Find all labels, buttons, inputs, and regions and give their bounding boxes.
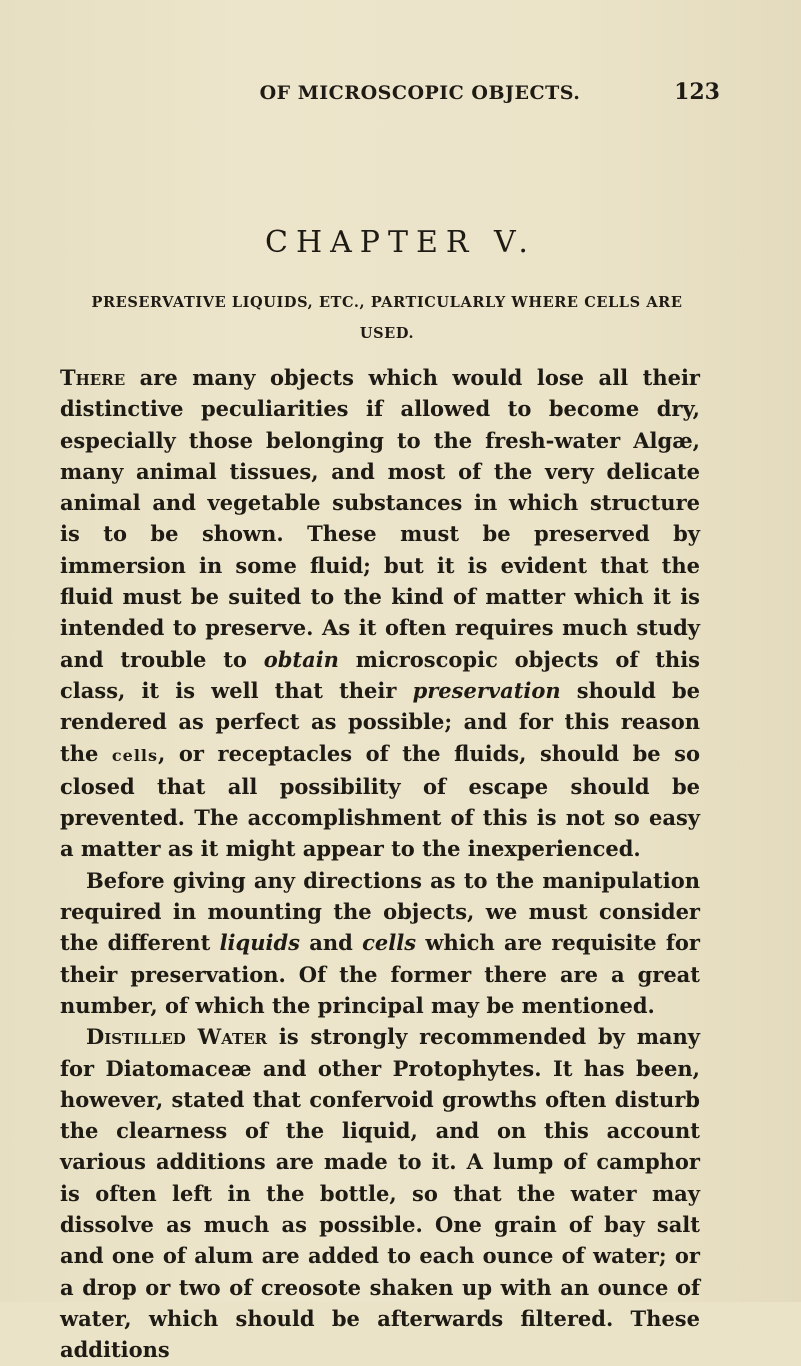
running-title: OF MICROSCOPIC OBJECTS. [259,82,581,104]
paragraph-2-text-c: which are requisite for their preservation. Of the former there are a great number, of which the principal may be mentioned. [60,930,700,1018]
running-head [120,79,720,112]
paragraph-1-emphasis-preservation: preservation [412,677,561,703]
chapter-subtitle: PRESERVATIVE LIQUIDS, ETC., PARTICULARLY WHERE CELLS ARE USED. [91,294,683,342]
paragraph-1-lead: There [60,365,126,390]
page-number: 123 [674,79,720,105]
paragraph-2-text-a: Before giving any directions as to the manipulation required in mounting the objects, we must consider the different [60,867,700,956]
paragraph-1-smallcaps-cells: cells [111,745,158,765]
paragraph-1-text-c: should be rendered as perfect as possible; and for this reason the [60,677,700,766]
paragraph-2-emphasis-liquids: liquids [219,930,300,956]
paragraph-3 [60,1021,700,1365]
paragraph-1-text-d: , or receptacles of the fluids, should be so closed that all possibility of escape should be prevented. The accomplishment of this is not so easy a matter as it might appear to the inexperienced. [60,740,701,862]
paragraph-2-text-b: and [299,930,363,956]
paragraph-1-text-a: are many objects which would lose all their distinctive peculiarities if allowed to become dry, especially those belonging to the fresh-water Algæ, many animal tissues, and most of the very delicate animal and vegetable substances in which structure is to be shown. These must be preserved by immersion in some fluid; but it is evident that the fluid must be suited to the kind of matter which it is intended to preserve. As it often requires much study and trouble to [60,365,700,672]
paragraph-3-lead: Distilled Water [86,1024,268,1050]
chapter-heading: CHAPTER V. [265,225,536,260]
paragraph-1-emphasis-obtain: obtain [263,646,339,672]
paragraph-3-text-a: is strongly recommended by many for Diatomaceæ and other Protophytes. It has been, however, stated that confervoid growths often disturb the clearness of the liquid, and on this account various additions are made to it. A lump of camphor is often left in the bottle, so that the water may dissolve as much as possible. One grain of bay salt and one of alum are added to each ounce of water; or a drop or two of creosote shaken up with an ounce of water, which should be afterwards filtered. These additions [60,1024,700,1363]
body-text [60,362,700,1366]
paragraph-2-emphasis-cells: cells [362,930,417,956]
paragraph-1-text-b: microscopic objects of this class, it is well that their [60,646,700,703]
paragraph-1 [60,362,700,865]
paragraph-2 [60,865,700,1021]
